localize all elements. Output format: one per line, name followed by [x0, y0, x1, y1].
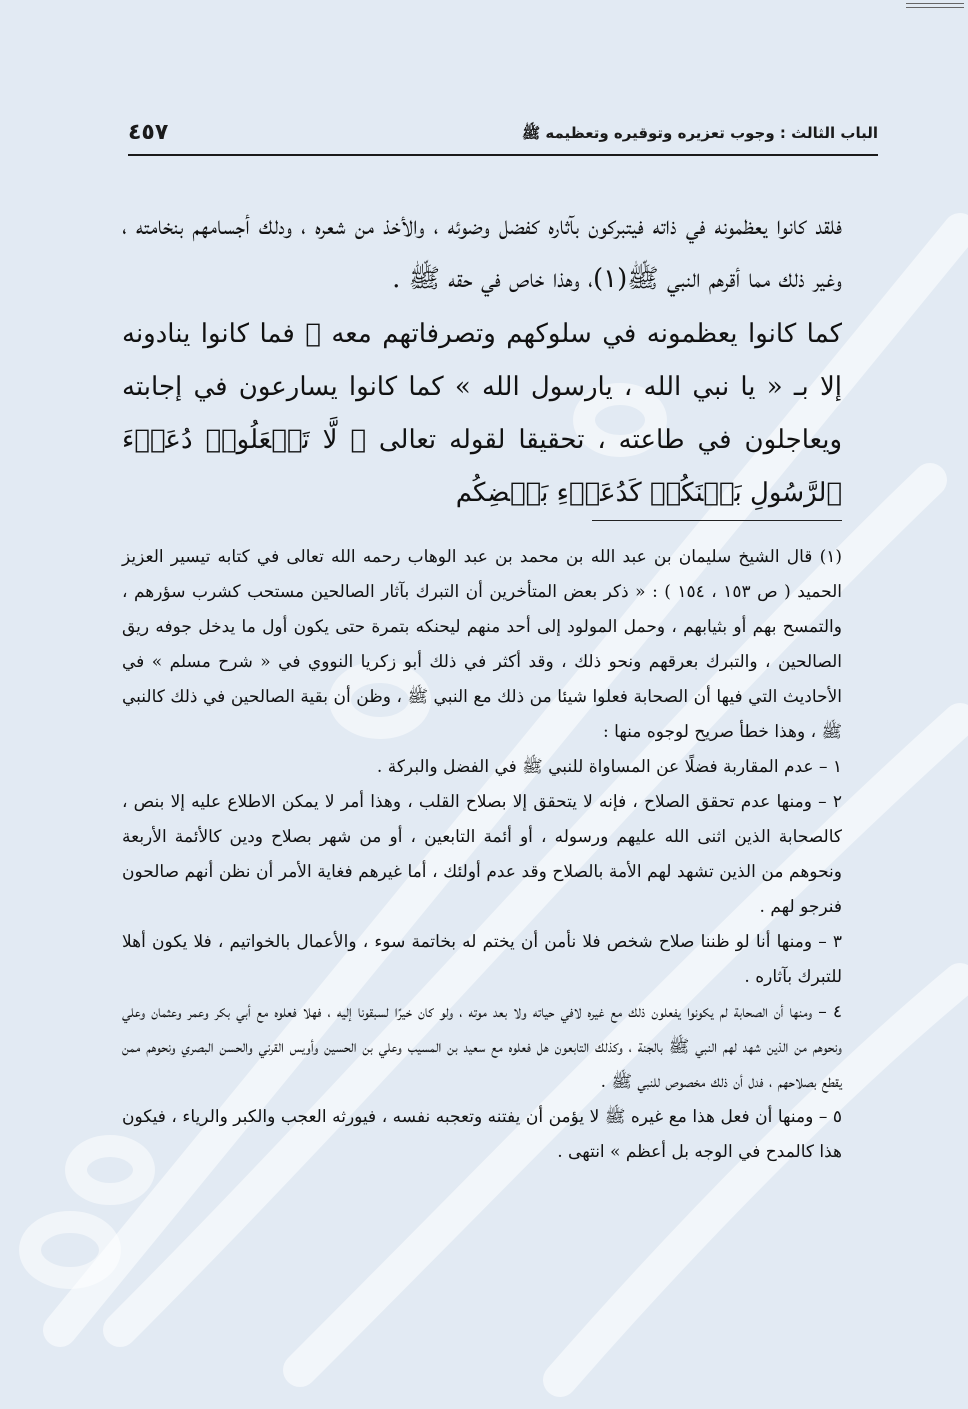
header-title: الباب الثالث : وجوب تعزيره وتوقيره وتعظيمه ﷺ — [522, 124, 878, 142]
main-paragraph: فلقد كانوا يعظمونه في ذاته فيتبركون بآثاره كفضل وضوئه ، والأخذ من شعره ، ودلك أجسامهم بنخامته ، وغير ذلك مما أقرهم النبي ﷺ(١)، وهذا خاص في حقه ﷺ . — [122, 211, 842, 294]
main-text — [122, 200, 842, 522]
footnote-paragraph: ٤ – ومنها أن الصحابة لم يكونوا يفعلون ذلك مع غيره لافي حياته ولا بعد موته ، ولو كان خيرًا لسبقونا إليه ، فهلا فعلوه مع أبي بكر وعمر وعثمان وعلي ونحوهم من الذين شهد لهم النبي ﷺ بالجنة ، وكذلك التابعون هل فعلوه مع سعيد بن المسيب وعلي بن الحسين وأويس القرني والحسن البصري ونحوهم ممن يقطع بصلاحهم ، فدل أن ذلك مخصوص للنبي ﷺ . — [122, 1002, 842, 1092]
page-number: ٤٥٧ — [128, 120, 169, 145]
footnote-paragraph: ٥ – ومنها أن فعل هذا مع غيره ﷺ لا يؤمن أن يفتنه وتعجبه نفسه ، فيورثه العجب والكبر والرياء ، فيكون هذا كالمدح في الوجه بل أعظم » انتهى . — [122, 1107, 842, 1162]
scan-corner-mark — [906, 3, 964, 8]
footnote-paragraph: ٢ – ومنها عدم تحقق الصلاح ، فإنه لا يتحقق إلا بصلاح القلب ، وهذا أمر لا يمكن الاطلاع عليه إلا بنص ، كالصحابة الذين اثنى الله عليهم ورسوله ، أو أئمة التابعين ، أو من شهر بصلاح ودين كالأئمة الأربعة ونحوهم من الذين تشهد لهم الأمة بالصلاح وقد عدم أولئك ، أما غيرهم فغاية الأمر أن نظن أنهم صالحون فنرجو لهم . — [122, 792, 842, 917]
footnote-separator — [592, 520, 842, 521]
running-header — [128, 120, 878, 154]
footnote-paragraph: ١ – عدم المقاربة فضلًا عن المساواة للنبي ﷺ في الفضل والبركة . — [376, 757, 842, 777]
footnote-paragraph: ٣ – ومنها أنا لو ظننا صلاح شخص فلا نأمن أن يختم له بخاتمة سوء ، والأعمال بالخواتيم ، فلا يكون أهلا للتبرك بآثاره . — [122, 932, 842, 987]
main-paragraph: كما كانوا يعظمونه في سلوكهم وتصرفاتهم معه ﷺ فما كانوا ينادونه إلا بـ « يا نبي الله ، يارسول الله » كما كانوا يسارعون في إجابته ويعاجلون في طاعته ، تحقيقا لقوله تعالى ﴿ لَّا تَجۡعَلُوا۟ دُعَاۤءَ ٱلرَّسُولِ بَیۡنَكُمۡ كَدُعَاۤءِ بَعۡضِكُم — [122, 319, 842, 508]
footnotes — [122, 540, 842, 1170]
footnote-paragraph: (١) قال الشيخ سليمان بن عبد الله بن محمد بن عبد الوهاب رحمه الله تعالى في كتابه تيسير العزيز الحميد ( ص ١٥٣ ، ١٥٤ ) : « ذكر بعض المتأخرين أن التبرك بآثار الصالحين مستحب كشرب سؤرهم ، والتمسح بهم أو بثيابهم ، وحمل المولود إلى أحد منهم ليحنكه بتمرة حتى يكون أول ما يدخل جوفه ريق الصالحين ، والتبرك بعرقهم ونحو ذلك ، وقد أكثر في ذلك أبو زكريا النووي في « شرح مسلم » في الأحاديث التي فيها أن الصحابة فعلوا شيئا من ذلك مع النبي ﷺ ، وظن أن بقية الصالحين في ذلك كالنبي ﷺ ، وهذا خطأ صريح لوجوه منها : — [122, 547, 842, 742]
header-rule — [128, 154, 878, 156]
